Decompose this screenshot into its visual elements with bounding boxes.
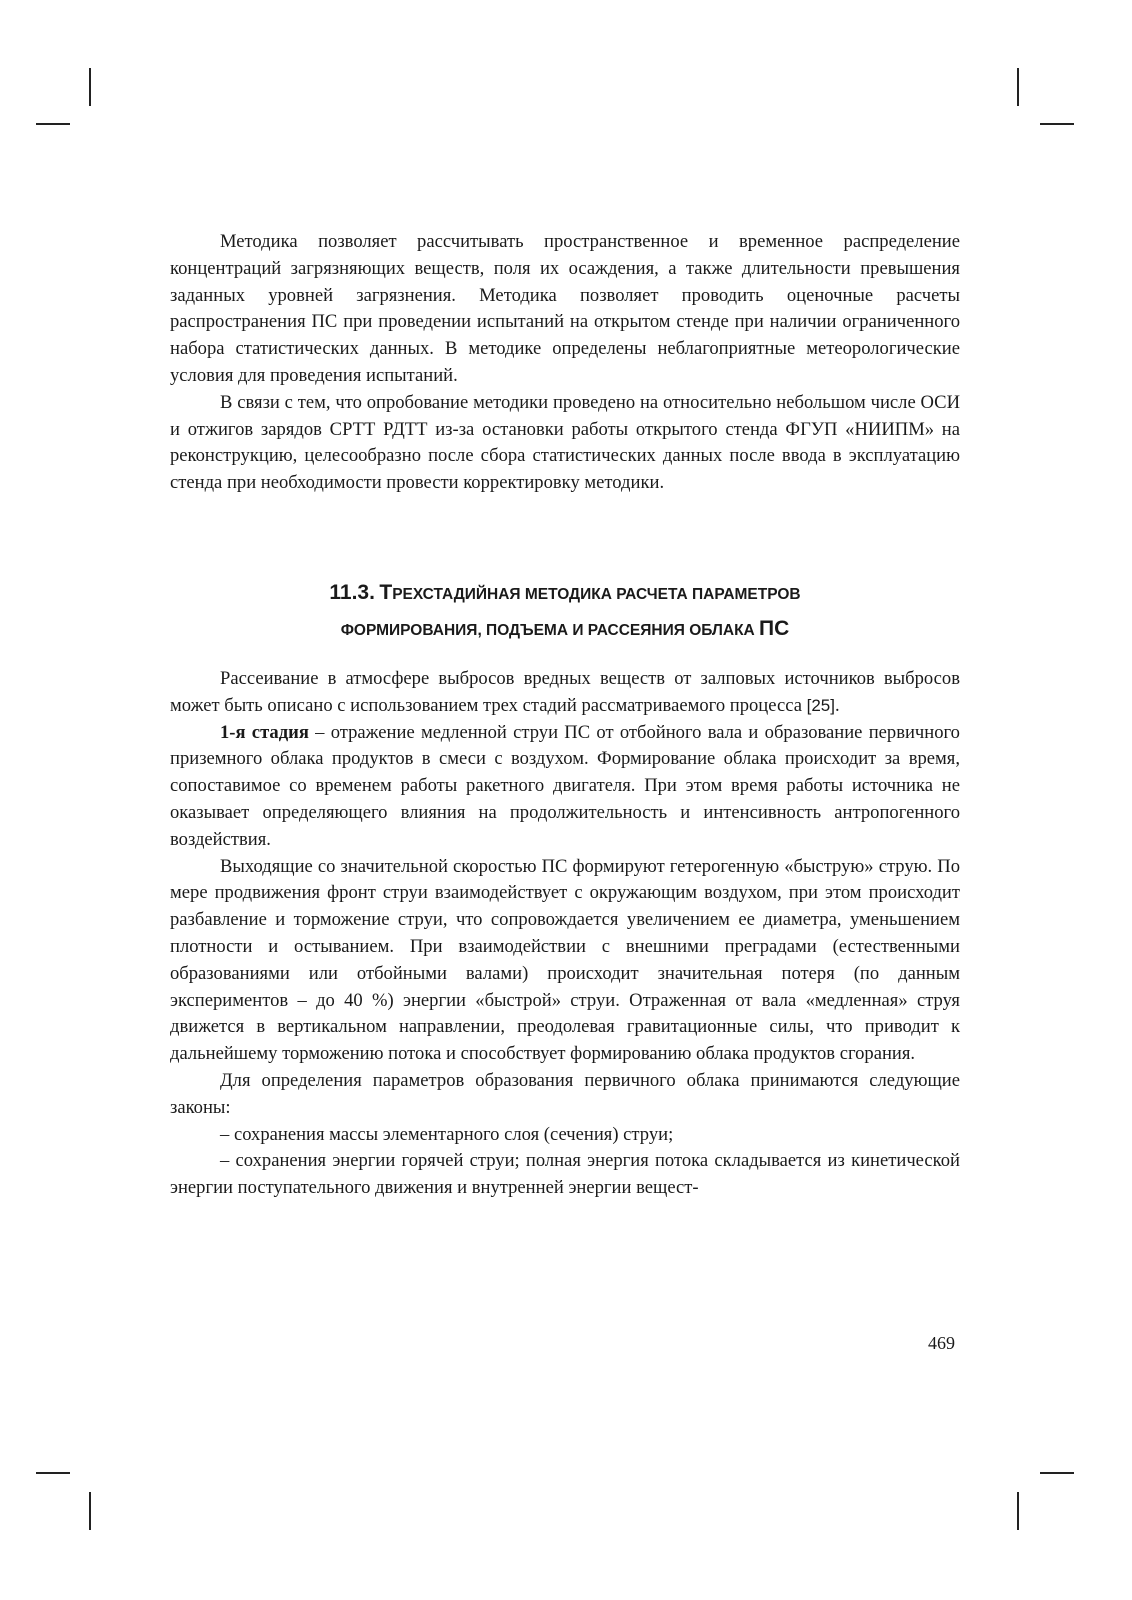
- paragraph: В связи с тем, что опробование методики проведено на относительно небольшом числе ОСИ и отжигов зарядов СРТТ РДТТ из-за остановки работы открытого стенда ФГУП «НИИПМ» на реконструкцию, целесообразно после сбора статистических данных после ввода в эксплуатацию стенда при необходимости провести корректировку методики.: [170, 391, 960, 494]
- section-heading-line-2: [170, 612, 960, 648]
- section-title-initial: Т: [379, 581, 393, 604]
- body-text-bottom: [170, 666, 960, 1202]
- crop-mark-bottom-right-vertical: [1017, 1492, 1019, 1530]
- intro-end: .: [834, 694, 840, 716]
- section-number: 11.3.: [329, 581, 375, 604]
- crop-mark-bottom-right-horizontal: [1040, 1472, 1074, 1474]
- crop-mark-top-left-vertical: [89, 68, 91, 106]
- page-number: 469: [928, 1333, 955, 1353]
- section-title-line-1: РЕХСТАДИЙНАЯ МЕТОДИКА РАСЧЕТА ПАРАМЕТРОВ: [392, 586, 801, 603]
- paragraph: Для определения параметров образования первичного облака принимаются следующие законы:: [170, 1069, 960, 1118]
- intro-text: Рассеивание в атмосфере выбросов вредных веществ от залповых источников выбросов может быть описано с использованием трех стадий рассматриваемого процесса: [170, 668, 960, 716]
- section-title-line-2: ФОРМИРОВАНИЯ, ПОДЪЕМА И РАССЕЯНИЯ ОБЛАКА: [340, 622, 760, 639]
- paragraph-intro: [170, 666, 960, 720]
- paragraph: Методика позволяет рассчитывать пространственное и временное распределение концентраций загрязняющих веществ, поля их осаждения, а также длительности превышения заданных уровней загрязнения. Методика позволяет проводить оценочные расчеты распространения ПС при проведении испытаний на открытом стенде при наличии ограниченного набора статистических данных. В методике определены неблагоприятные метеорологические условия для проведения испытаний.: [170, 231, 960, 386]
- paragraph-list-item: – сохранения энергии горячей струи; полная энергия потока складывается из кинетической энергии поступательного движения и внутренней энергии вещест-: [170, 1150, 960, 1199]
- body-text-top: [170, 229, 960, 497]
- stage-1-label: 1-я стадия: [220, 721, 309, 743]
- crop-mark-bottom-left-vertical: [89, 1492, 91, 1530]
- citation-ref: [25]: [806, 695, 835, 715]
- paragraph-list-item: – сохранения массы элементарного слоя (сечения) струи;: [220, 1123, 674, 1145]
- crop-mark-top-right-horizontal: [1040, 123, 1074, 125]
- crop-mark-top-right-vertical: [1017, 68, 1019, 106]
- crop-mark-bottom-left-horizontal: [36, 1472, 70, 1474]
- crop-mark-top-left-horizontal: [36, 123, 70, 125]
- section-heading-line-1: [170, 576, 960, 612]
- paragraph-stage-1: [170, 720, 960, 854]
- stage-1-text: – отражение медленной струи ПС от отбойного вала и образование первичного приземного облака продуктов в смеси с воздухом. Формирование облака происходит за время, сопоставимое со временем работы ракетного двигателя. При этом время работы источника не оказывает определяющего влияния на продолжительность и интенсивность антропогенного воздействия.: [170, 721, 960, 850]
- paragraph: Выходящие со значительной скоростью ПС формируют гетерогенную «быструю» струю. По мере продвижения фронт струи взаимодействует с окружающим воздухом, при этом происходит разбавление и торможение струи, что сопровождается увеличением ее диаметра, уменьшением плотности и остыванием. При взаимодействии с внешними преградами (естественными образованиями или отбойными валами) происходит значительная потеря (по данным экспериментов – до 40 %) энергии «быстрой» струи. Отраженная от вала «медленная» струя движется в вертикальном направлении, преодолевая гравитационные силы, что приводит к дальнейшему торможению потока и способствует формированию облака продуктов сгорания.: [170, 855, 960, 1065]
- section-title-abbrev: ПС: [759, 617, 790, 640]
- section-heading: [170, 576, 960, 648]
